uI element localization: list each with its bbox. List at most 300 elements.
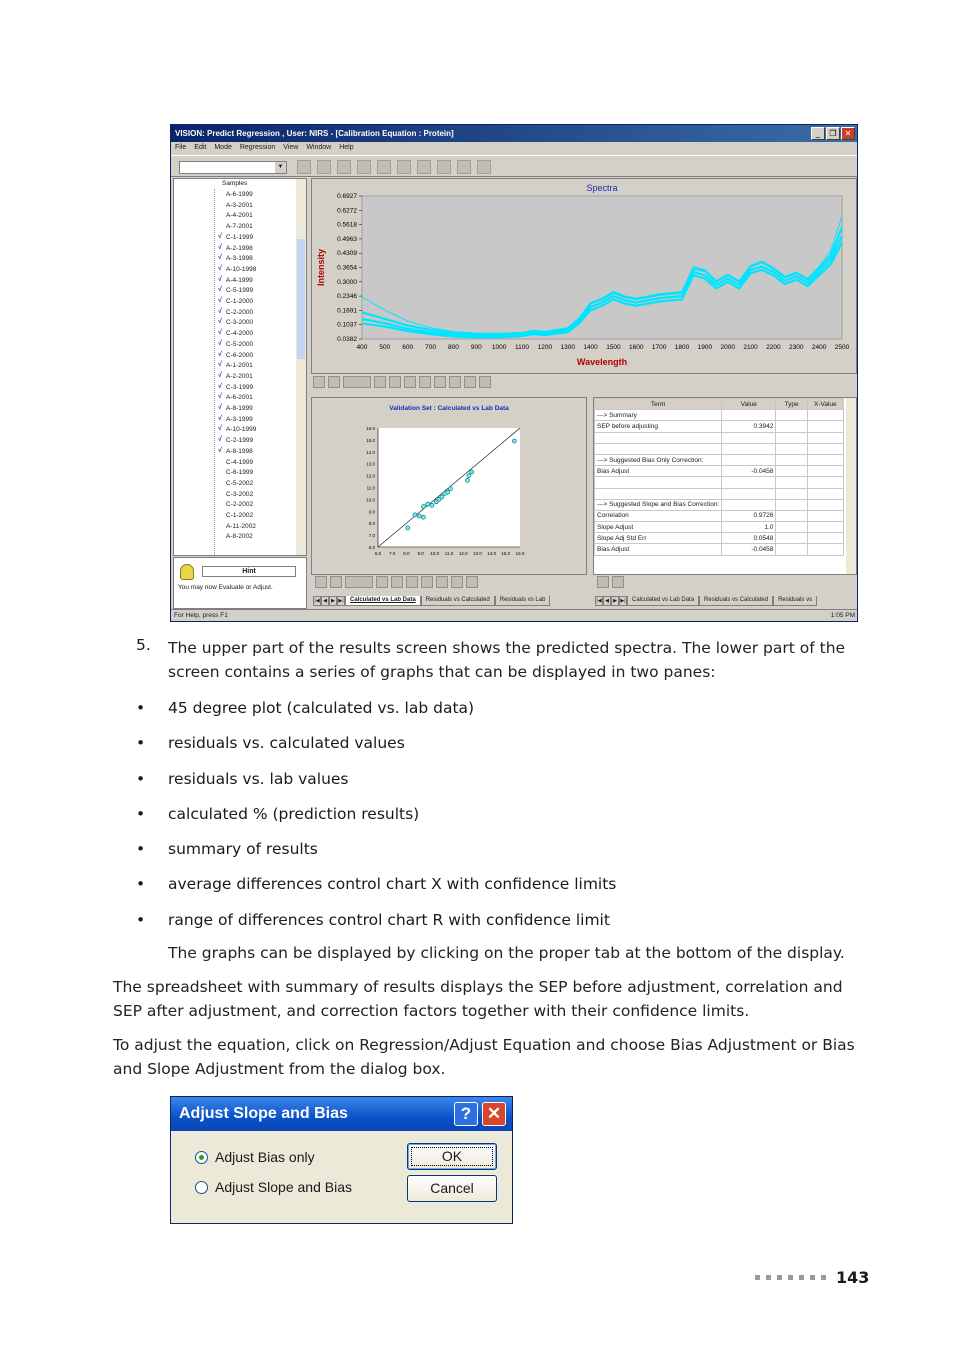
table-row[interactable] (595, 454, 844, 465)
page-number-value: 143 (836, 1268, 870, 1287)
hint-text: You may now Evaluate or Adjust. (178, 584, 273, 591)
last-tab-icon[interactable]: ▶| (338, 598, 344, 604)
tab-residuals-vs-calculated[interactable]: Residuals vs Calculated (699, 596, 773, 606)
tab-residuals-vs[interactable]: Residuals vs (773, 596, 817, 606)
grid-icon[interactable] (404, 376, 416, 388)
table-row[interactable] (595, 410, 844, 421)
x-tick-label: 14.0 (487, 551, 496, 556)
data-point (421, 505, 425, 509)
color-icon[interactable] (345, 576, 373, 588)
tree-item[interactable]: C-1-1999 (226, 233, 254, 241)
table-cell[interactable] (722, 488, 776, 499)
table-cell[interactable] (776, 522, 807, 533)
decor-square (799, 1275, 804, 1280)
check-icon[interactable]: √ (218, 446, 222, 454)
y-tick-label: 0.4963 (337, 235, 357, 243)
option-bias-only[interactable] (195, 1149, 315, 1165)
table-icon[interactable] (419, 376, 431, 388)
camera-icon[interactable] (313, 376, 325, 388)
x-tick-label: 1400 (583, 344, 598, 351)
chart-title: Spectra (586, 183, 618, 193)
option-slope-and-bias-label: Adjust Slope and Bias (215, 1179, 352, 1195)
col-term: Term (595, 399, 722, 410)
hint-label: Hint (202, 566, 296, 577)
x-tick-label: 900 (470, 344, 482, 351)
table-cell[interactable] (776, 466, 807, 477)
table-cell[interactable] (776, 488, 807, 499)
table-cell[interactable] (807, 466, 843, 477)
y-tick-label: 13.0 (366, 461, 375, 467)
x-tick-label: 7.0 (389, 551, 396, 556)
check-icon[interactable]: √ (218, 243, 222, 251)
chevron-down-icon[interactable]: ▼ (275, 162, 286, 173)
tab-calculated-vs-lab[interactable]: Calculated vs Lab Data (627, 596, 699, 606)
spectra-toolbar (313, 376, 491, 392)
y-tick-label: 7.0 (368, 533, 375, 539)
table-cell[interactable]: Bias Adjust (595, 544, 722, 555)
table-cell[interactable] (807, 522, 843, 533)
table-icon[interactable] (406, 576, 418, 588)
tree-item[interactable]: A-10-1998 (226, 265, 257, 273)
table-cell[interactable] (807, 421, 843, 432)
check-icon[interactable]: √ (218, 307, 222, 315)
x-tick-label: 600 (402, 344, 414, 351)
table-cell[interactable] (807, 488, 843, 499)
y-tick-label: 14.0 (366, 449, 375, 455)
y-tick-label: 12.0 (366, 473, 375, 479)
spectra-chart (312, 179, 858, 375)
next-tab-icon[interactable]: ▶ (611, 596, 619, 606)
list-item: • residuals vs. lab values (136, 767, 616, 802)
info-icon[interactable] (397, 160, 411, 174)
table-cell[interactable] (595, 477, 722, 488)
table-cell[interactable] (776, 410, 807, 421)
x-tick-label: 2000 (720, 344, 735, 351)
x-tick-label: 10.0 (430, 551, 440, 556)
col-type: Type (776, 399, 807, 410)
tree-item[interactable]: A-2-2001 (226, 372, 253, 380)
y-tick-label: 0.2346 (337, 293, 357, 301)
table-row[interactable] (595, 522, 844, 533)
check-icon[interactable]: √ (218, 393, 222, 401)
data-point (406, 526, 410, 530)
x-tick-label: 1600 (629, 344, 644, 351)
export-icon[interactable] (457, 160, 471, 174)
decor-square (788, 1275, 793, 1280)
table-cell[interactable] (776, 510, 807, 521)
tree-guide (214, 189, 215, 555)
table-cell[interactable] (807, 454, 843, 465)
table-cell[interactable] (776, 544, 807, 555)
x-tick-label: 2100 (743, 344, 758, 351)
first-tab-icon[interactable]: |◀ (314, 598, 320, 604)
check-icon[interactable]: √ (218, 382, 222, 390)
table-cell[interactable]: Bias Adjust (595, 466, 722, 477)
dialog-body (175, 1135, 508, 1219)
table-cell[interactable] (807, 533, 843, 544)
open-icon[interactable] (297, 160, 311, 174)
table-cell[interactable] (595, 443, 722, 454)
tree-item[interactable]: C-5-2002 (226, 479, 254, 487)
brush-icon[interactable] (389, 376, 401, 388)
table-cell[interactable] (595, 488, 722, 499)
check-icon[interactable]: √ (218, 414, 222, 422)
toolbar-combo[interactable] (179, 161, 287, 174)
data-point (467, 474, 471, 478)
paragraph-results: The spreadsheet with summary of results displays the SEP before adjustment, correlation and SEP after adjustment, and correction factors together with their confidence limits. (113, 978, 843, 1020)
zoom-icon[interactable] (328, 376, 340, 388)
radio-button[interactable] (195, 1151, 208, 1164)
y-tick-label: 0.4309 (337, 250, 357, 258)
x-tick-label: 500 (379, 344, 391, 351)
results-grid[interactable] (593, 397, 857, 575)
table-cell[interactable]: -0.0458 (722, 466, 776, 477)
table-cell[interactable] (722, 477, 776, 488)
table-cell[interactable] (722, 410, 776, 421)
radio-button[interactable] (195, 1181, 208, 1194)
page-icon[interactable] (376, 576, 388, 588)
tree-item[interactable]: A-3-1998 (226, 255, 253, 263)
table-row[interactable] (595, 432, 844, 443)
tree-item[interactable]: C-3-1999 (226, 383, 254, 391)
status-text: For Help, press F1 (174, 612, 228, 619)
y-tick-label: 0.6927 (337, 193, 357, 200)
tree-item[interactable]: A-11-2002 (226, 522, 256, 530)
tree-item[interactable]: A-8-1999 (226, 405, 253, 412)
check-icon[interactable]: √ (218, 318, 222, 326)
cancel-button[interactable] (407, 1175, 497, 1202)
check-icon[interactable]: √ (218, 371, 222, 379)
col-x-value: X-Value (807, 399, 843, 410)
data-point (426, 502, 430, 506)
table-row[interactable] (595, 477, 844, 488)
prev-tab-icon[interactable]: ◀ (321, 596, 329, 606)
tree-item[interactable]: C-5-2000 (226, 340, 254, 348)
table-cell[interactable] (807, 443, 843, 454)
y-tick-label: 0.1691 (337, 307, 357, 315)
menu-file[interactable]: File (175, 144, 187, 151)
check-icon[interactable]: √ (218, 254, 222, 262)
tree-item[interactable]: A-10-1999 (226, 426, 257, 434)
close-icon[interactable]: ✕ (841, 127, 855, 140)
table-cell[interactable] (776, 443, 807, 454)
chart-title: Validation Set : Calculated vs Lab Data (389, 405, 509, 412)
next-tab-icon[interactable]: ▶ (329, 596, 337, 606)
list-item: • average differences control chart X with confidence limits (136, 872, 616, 907)
table-cell[interactable] (776, 477, 807, 488)
list-item: • range of differences control chart R with confidence limit (136, 908, 616, 943)
data-point (512, 439, 516, 443)
radio-selected-dot (199, 1155, 204, 1160)
data-point (446, 490, 450, 494)
check-icon[interactable]: √ (218, 329, 222, 337)
table-row[interactable] (595, 533, 844, 544)
ok-button[interactable] (407, 1143, 497, 1170)
x-tick-label: 2200 (766, 344, 781, 351)
tree-item[interactable]: A-6-2001 (226, 394, 253, 402)
marker-icon[interactable] (451, 576, 463, 588)
bullet-list (136, 696, 616, 943)
x-tick-label: 2500 (834, 344, 850, 351)
tree-item[interactable]: C-6-1999 (226, 469, 254, 477)
x-tick-label: 6.0 (374, 551, 382, 556)
tree-item[interactable]: C-2-1999 (226, 437, 254, 445)
status-bar (171, 609, 857, 621)
option-slope-and-bias[interactable] (195, 1179, 352, 1195)
data-point (470, 470, 474, 474)
tree-item[interactable]: C-4-1999 (226, 458, 254, 466)
table-cell[interactable]: Slope Adj Std Err (595, 533, 722, 544)
window-title: VISION: Predict Regression , User: NIRS - [Calibration Equation : Protein] (171, 125, 857, 142)
print-icon[interactable] (437, 160, 451, 174)
camera-icon[interactable] (315, 576, 327, 588)
table-cell[interactable]: 0.9726 (722, 510, 776, 521)
menu-window[interactable]: Window (306, 144, 332, 151)
check-icon[interactable]: √ (218, 404, 222, 411)
context-help-icon[interactable] (417, 160, 431, 174)
table-cell[interactable] (807, 510, 843, 521)
check-icon[interactable]: √ (218, 297, 222, 304)
check-icon[interactable]: √ (218, 275, 222, 283)
x-tick-label: 1000 (491, 344, 507, 351)
check-icon[interactable]: √ (218, 350, 222, 358)
y-tick-label: 10.0 (366, 497, 375, 503)
table-row[interactable] (595, 499, 844, 510)
check-icon[interactable]: √ (218, 436, 222, 444)
table-cell[interactable]: ---> Suggested Slope and Bias Correction: (595, 499, 722, 510)
x-tick-label: 12.0 (458, 551, 468, 556)
x-tick-label: 13.0 (473, 551, 482, 556)
list-item: • 45 degree plot (calculated vs. lab data) (136, 696, 616, 731)
x-tick-label: 9.0 (417, 551, 424, 556)
tree-item[interactable]: A-4-2001 (226, 212, 253, 220)
tree-root-label[interactable]: Samples (222, 180, 248, 187)
x-tick-label: 1800 (674, 344, 690, 351)
y-tick-label: 6.0 (368, 545, 375, 550)
list-item: • residuals vs. calculated values (136, 731, 616, 766)
print-icon[interactable] (597, 576, 609, 588)
paste-icon[interactable] (357, 160, 371, 174)
x-tick-label: 11.0 (444, 551, 454, 556)
table-row[interactable] (595, 544, 844, 555)
color-icon[interactable] (343, 376, 371, 388)
tree-item[interactable]: A-2-1998 (226, 244, 253, 252)
tree-item[interactable]: C-2-2000 (226, 308, 254, 316)
check-icon[interactable]: √ (218, 286, 222, 294)
table-row[interactable] (595, 443, 844, 454)
hint-panel (173, 557, 307, 609)
table-cell[interactable]: -0.0458 (722, 544, 776, 555)
decor-square (755, 1275, 760, 1280)
left-tab-strip (313, 594, 587, 606)
data-point (465, 478, 469, 482)
y-tick-label: 0.6272 (337, 207, 357, 215)
list-item: • summary of results (136, 837, 616, 872)
table-cell[interactable]: Correlation (595, 510, 722, 521)
x-tick-label: 2300 (789, 344, 804, 351)
table-cell[interactable]: ---> Suggested Bias Only Correction: (595, 454, 722, 465)
psf-icon[interactable] (477, 160, 491, 174)
chart-type-icon[interactable] (466, 576, 478, 588)
tree-item[interactable]: C-3-2002 (226, 490, 254, 498)
tree-item[interactable]: C-3-2000 (226, 319, 254, 327)
validation-chart (312, 398, 588, 576)
print-icon[interactable] (330, 576, 342, 588)
x-tick-label: 2400 (811, 344, 827, 351)
tree-item[interactable]: C-2-2002 (226, 501, 254, 509)
table-cell[interactable]: 0.0548 (722, 533, 776, 544)
menu-regression[interactable]: Regression (239, 144, 276, 151)
data-point (440, 495, 444, 499)
table-cell[interactable] (776, 421, 807, 432)
table-cell[interactable] (807, 432, 843, 443)
x-tick-label: 1300 (560, 344, 575, 351)
table-cell[interactable] (595, 432, 722, 443)
step-text: The upper part of the results screen shows the predicted spectra. The lower part of the screen contains a series of graphs that can be displayed in two panes: (168, 639, 846, 681)
table-cell[interactable]: Slope Adjust (595, 522, 722, 533)
tab-calculated-vs-lab[interactable]: Calculated vs Lab Data (345, 596, 421, 606)
table-cell[interactable] (776, 432, 807, 443)
x-axis-label: Wavelength (576, 357, 628, 367)
new-icon[interactable] (337, 160, 351, 174)
y-tick-label: 0.3654 (337, 264, 357, 272)
validation-toolbar (315, 576, 478, 592)
points-icon[interactable] (449, 376, 461, 388)
data-point (413, 513, 417, 517)
x-tick-label: 1500 (606, 344, 621, 351)
grid-icon[interactable] (391, 576, 403, 588)
table-cell[interactable]: 1.0 (722, 522, 776, 533)
tree-item[interactable]: A-3-1999 (226, 415, 253, 423)
sample-tree[interactable] (173, 178, 307, 556)
restore-icon[interactable]: ❐ (826, 127, 840, 140)
page-icon[interactable] (374, 376, 386, 388)
tab-residuals-vs-calculated[interactable]: Residuals vs Calculated (421, 596, 495, 606)
label-icon[interactable] (434, 376, 446, 388)
tab-residuals-vs-lab[interactable]: Residuals vs Lab (495, 596, 551, 606)
x-tick-label: 15.0 (501, 551, 511, 556)
menu-mode[interactable]: Mode (214, 144, 232, 151)
table-row[interactable] (595, 421, 844, 432)
tree-item[interactable]: C-1-2002 (226, 512, 254, 519)
decor-square (810, 1275, 815, 1280)
y-tick-label: 11.0 (366, 485, 375, 491)
spectra-pane (311, 178, 857, 374)
table-cell[interactable] (776, 499, 807, 510)
paragraph-adjust: To adjust the equation, click on Regression/Adjust Equation and choose Bias Adjustment or Bias and Slope Adjustment from the dialog box. (113, 1036, 855, 1078)
tree-item[interactable]: C-4-2000 (226, 330, 254, 338)
decor-square (777, 1275, 782, 1280)
label-icon[interactable] (421, 576, 433, 588)
table-cell[interactable] (776, 454, 807, 465)
ok-button-label: OK (441, 1148, 463, 1164)
folder-icon[interactable] (317, 160, 331, 174)
data-point (421, 515, 425, 519)
save-icon[interactable] (612, 576, 624, 588)
decor-square (821, 1275, 826, 1280)
lightbulb-icon (180, 564, 194, 580)
table-row[interactable] (595, 510, 844, 521)
data-point (430, 503, 434, 507)
table-cell[interactable]: SEP before adjusting (595, 421, 722, 432)
close-icon[interactable]: ✕ (482, 1102, 506, 1126)
help-icon[interactable]: ? (454, 1102, 478, 1126)
first-tab-icon[interactable]: |◀ (596, 598, 602, 604)
col-value: Value (722, 399, 776, 410)
save-icon[interactable] (377, 160, 391, 174)
x-tick-label: 8.0 (403, 551, 410, 556)
table-row[interactable] (595, 488, 844, 499)
tree-scrollbar[interactable] (296, 179, 306, 555)
table-cell[interactable]: 0.3942 (722, 421, 776, 432)
scrollbar-thumb[interactable] (297, 239, 305, 359)
tree-item[interactable]: A-4-1999 (226, 276, 253, 284)
tree-item[interactable]: A-8-2002 (226, 533, 253, 541)
table-cell[interactable] (807, 477, 843, 488)
check-icon[interactable]: √ (218, 339, 222, 347)
check-icon[interactable]: √ (218, 425, 222, 433)
y-tick-label: 0.1037 (337, 321, 357, 329)
table-cell[interactable] (807, 499, 843, 510)
dialog-title: Adjust Slope and Bias (171, 1097, 512, 1131)
table-cell[interactable] (776, 533, 807, 544)
adjust-dialog (170, 1096, 513, 1224)
table-cell[interactable] (722, 499, 776, 510)
tree-item[interactable]: A-1-2001 (226, 362, 253, 370)
tree-item[interactable]: C-6-2000 (226, 351, 254, 359)
check-icon[interactable]: √ (218, 264, 222, 272)
x-tick-label: 1900 (697, 344, 713, 351)
grid-scrollbar[interactable] (846, 398, 856, 574)
last-tab-icon[interactable]: ▶| (620, 598, 626, 604)
menu-edit[interactable]: Edit (194, 144, 207, 151)
x-tick-label: 400 (356, 344, 368, 351)
x-tick-label: 700 (425, 344, 437, 351)
menu-help[interactable]: Help (339, 144, 354, 151)
tree-item[interactable]: A-8-1998 (226, 447, 253, 455)
check-icon[interactable]: √ (218, 232, 222, 240)
table-cell[interactable] (722, 432, 776, 443)
prev-tab-icon[interactable]: ◀ (603, 596, 611, 606)
tree-item[interactable]: A-6-1999 (226, 191, 253, 198)
marker-icon[interactable] (464, 376, 476, 388)
menu-bar (171, 142, 857, 154)
table-cell[interactable] (722, 454, 776, 465)
tree-item[interactable]: C-5-1999 (226, 287, 254, 295)
table-cell[interactable] (807, 410, 843, 421)
tree-item[interactable]: C-1-2000 (226, 298, 254, 305)
focus-ring (411, 1147, 493, 1166)
table-cell[interactable]: ---> Summary (595, 410, 722, 421)
y-tick-label: 9.0 (368, 509, 375, 515)
x-tick-label: 800 (447, 344, 459, 351)
table-row[interactable] (595, 466, 844, 477)
tabs-note: The graphs can be displayed by clicking on the proper tab at the bottom of the display. (168, 944, 845, 962)
table-cell[interactable] (722, 443, 776, 454)
check-icon[interactable]: √ (218, 361, 222, 369)
minimize-icon[interactable]: _ (811, 127, 825, 140)
chart-type-icon[interactable] (479, 376, 491, 388)
table-cell[interactable] (807, 544, 843, 555)
y-tick-label: 0.3000 (337, 278, 357, 286)
points-icon[interactable] (436, 576, 448, 588)
x-tick-label: 16.0 (515, 551, 525, 556)
tree-item[interactable]: A-3-2001 (226, 201, 253, 209)
menu-view[interactable]: View (283, 144, 299, 151)
page-number (755, 1268, 869, 1287)
tree-item[interactable]: A-7-2001 (226, 223, 253, 231)
option-bias-only-label: Adjust Bias only (215, 1149, 315, 1165)
